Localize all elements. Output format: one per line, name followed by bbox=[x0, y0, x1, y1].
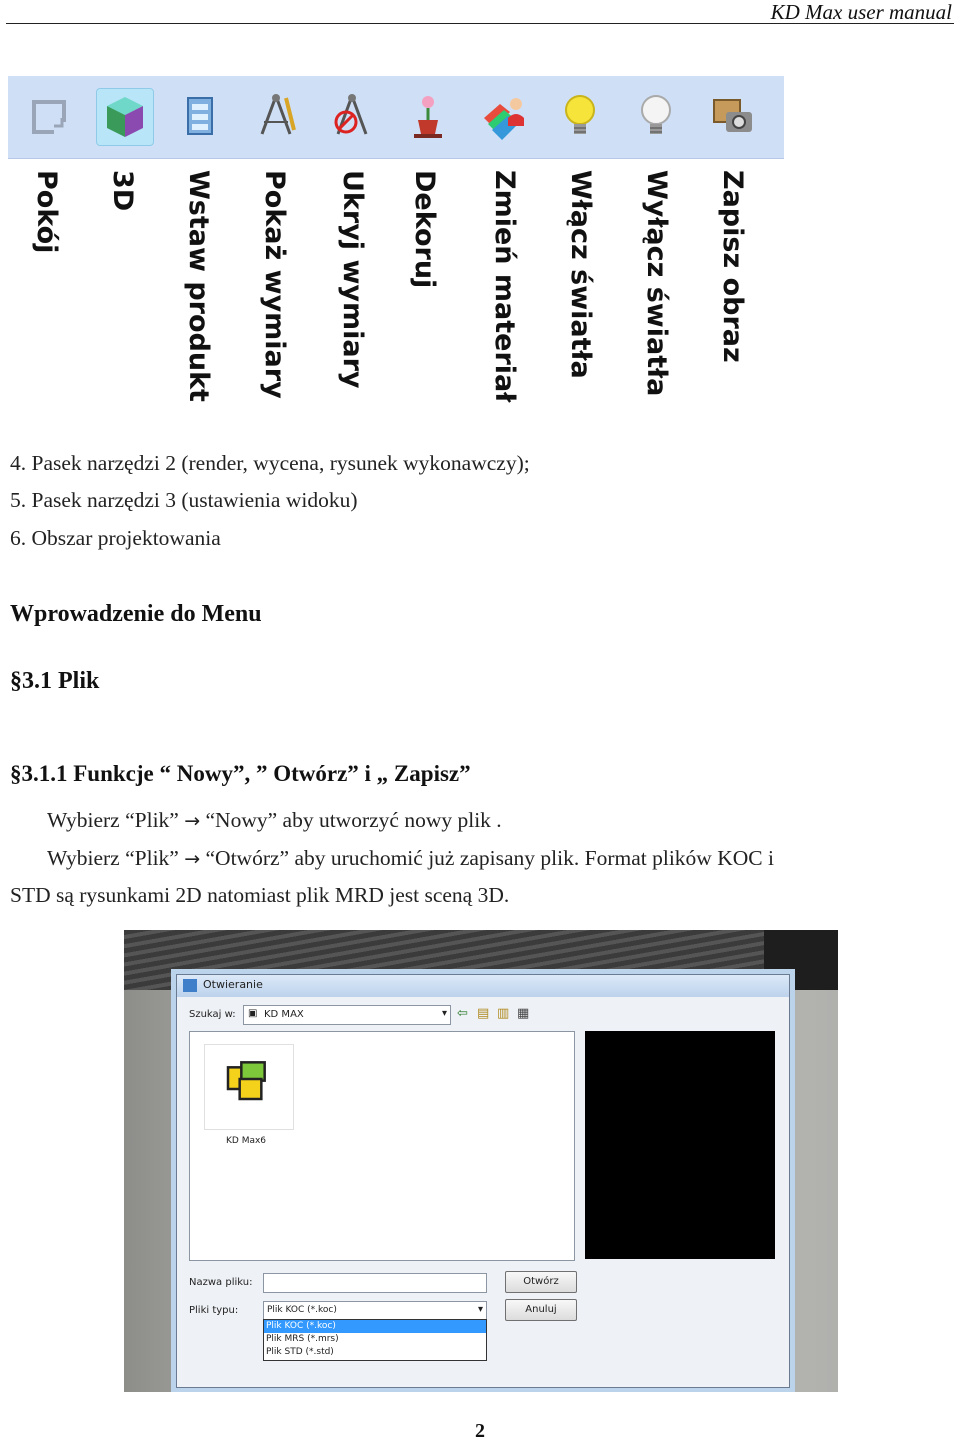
label-change-material: Zmień materiał bbox=[489, 170, 520, 403]
material-swatch-icon[interactable] bbox=[476, 88, 532, 144]
chevron-down-icon: ▾ bbox=[477, 1304, 483, 1315]
label-insert-product: Wstaw produkt bbox=[183, 170, 214, 402]
instruction-file-menu: Wybierz “Plik” bbox=[47, 808, 179, 832]
light-bulb-off-icon[interactable] bbox=[628, 88, 684, 144]
instruction-file-menu: Wybierz “Plik” bbox=[47, 846, 179, 870]
view-menu-icon[interactable]: ▦ bbox=[517, 1006, 530, 1021]
page-header bbox=[0, 0, 960, 24]
open-dialog bbox=[176, 974, 790, 1388]
section-heading: §3.1 Plik bbox=[10, 668, 100, 694]
header-rule bbox=[6, 23, 954, 24]
preview-pane bbox=[585, 1031, 775, 1259]
paragraph-formats: STD są rysunkami 2D natomiast plik MRD jest sceną 3D. bbox=[10, 883, 510, 907]
flower-pot-icon[interactable] bbox=[400, 88, 456, 144]
folder-icon: ▣ bbox=[248, 1008, 258, 1019]
cabinet-icon[interactable] bbox=[172, 88, 228, 144]
compass-hide-icon[interactable] bbox=[324, 88, 380, 144]
file-list[interactable] bbox=[189, 1031, 575, 1261]
arrow-right-icon: → bbox=[184, 848, 201, 870]
open-dialog-screenshot bbox=[124, 930, 838, 1392]
camera-image-icon[interactable] bbox=[704, 88, 760, 144]
label-3d: 3D bbox=[107, 170, 138, 212]
light-bulb-on-icon[interactable] bbox=[552, 88, 608, 144]
subsection-heading: §3.1.1 Funkcje “ Nowy”, ” Otwórz” i „ Zapisz” bbox=[10, 761, 471, 786]
filename-input[interactable] bbox=[263, 1273, 487, 1293]
back-arrow-icon[interactable]: ⇦ bbox=[457, 1006, 468, 1021]
new-folder-icon[interactable]: ▥ bbox=[497, 1006, 510, 1021]
room-icon[interactable] bbox=[20, 88, 76, 144]
page-number: 2 bbox=[475, 1420, 485, 1442]
label-lights-on: Włącz światła bbox=[565, 170, 596, 379]
look-in-value: KD MAX bbox=[264, 1009, 304, 1020]
paragraph-open bbox=[47, 846, 774, 871]
filetype-value: Plik KOC (*.koc) bbox=[267, 1305, 337, 1315]
filetype-select[interactable] bbox=[263, 1301, 487, 1321]
filetype-label: Pliki typu: bbox=[189, 1305, 239, 1316]
list-item-5: 5. Pasek narzędzi 3 (ustawienia widoku) bbox=[10, 488, 358, 512]
label-room: Pokój bbox=[31, 170, 62, 254]
instruction-open-file: “Otwórz” aby uruchomić już zapisany plik. Format plików KOC i bbox=[205, 846, 774, 870]
toolbar-figure bbox=[8, 76, 784, 159]
label-save-image: Zapisz obraz bbox=[717, 170, 748, 363]
filetype-option[interactable]: Plik KOC (*.koc) bbox=[266, 1321, 336, 1331]
compass-measure-icon[interactable] bbox=[248, 88, 304, 144]
chevron-down-icon: ▾ bbox=[441, 1008, 447, 1019]
kdmax-app-icon bbox=[223, 1059, 273, 1109]
instruction-new-file: “Nowy” aby utworzyć nowy plik . bbox=[205, 808, 502, 832]
filetype-option[interactable]: Plik MRS (*.mrs) bbox=[266, 1334, 339, 1344]
label-decorate: Dekoruj bbox=[409, 170, 440, 289]
look-in-dropdown[interactable] bbox=[243, 1005, 451, 1025]
cube-3d-icon[interactable] bbox=[96, 88, 154, 146]
dialog-titlebar bbox=[177, 975, 789, 997]
filetype-option[interactable]: Plik STD (*.std) bbox=[266, 1347, 334, 1357]
filename-label: Nazwa pliku: bbox=[189, 1277, 253, 1288]
dialog-app-icon bbox=[183, 979, 197, 992]
dialog-title: Otwieranie bbox=[203, 978, 263, 991]
label-hide-dimensions: Ukryj wymiary bbox=[337, 170, 368, 389]
arrow-right-icon: → bbox=[184, 810, 201, 832]
label-lights-off: Wyłącz światła bbox=[641, 170, 672, 397]
cancel-button[interactable]: Anuluj bbox=[505, 1299, 577, 1321]
file-item[interactable] bbox=[204, 1044, 294, 1130]
list-item-6: 6. Obszar projektowania bbox=[10, 526, 221, 550]
filetype-options bbox=[263, 1319, 487, 1361]
look-in-label: Szukaj w: bbox=[189, 1009, 236, 1020]
up-folder-icon[interactable]: ▤ bbox=[477, 1006, 490, 1021]
menu-intro-heading: Wprowadzenie do Menu bbox=[10, 601, 262, 627]
file-item-label: KD Max6 bbox=[226, 1136, 267, 1146]
document-title: KD Max user manual bbox=[770, 0, 952, 24]
list-item-4: 4. Pasek narzędzi 2 (render, wycena, rysunek wykonawczy); bbox=[10, 451, 530, 475]
label-show-dimensions: Pokaż wymiary bbox=[259, 170, 290, 399]
open-button[interactable]: Otwórz bbox=[505, 1271, 577, 1293]
paragraph-new bbox=[47, 808, 502, 833]
